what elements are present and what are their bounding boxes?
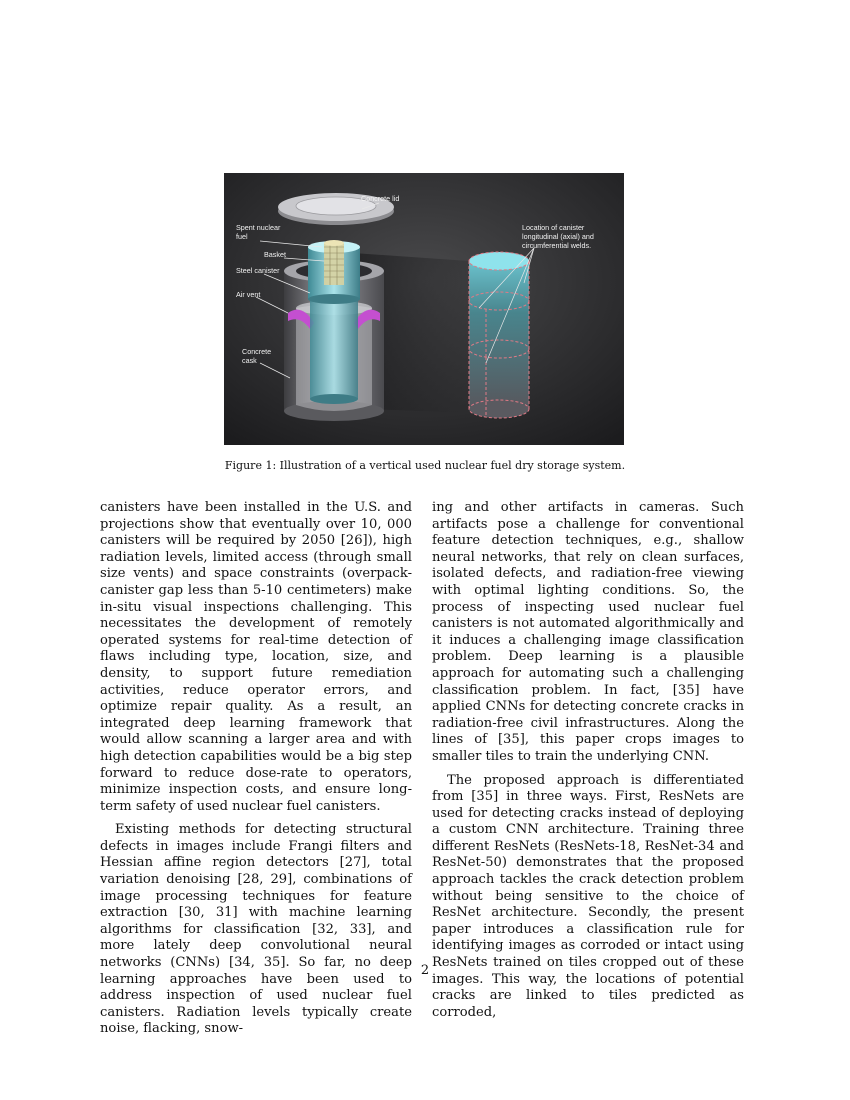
right-paragraph-2: The proposed approach is differentiated from [35] in three ways. First, ResNets are used for detecting cracks instead of deploying a custom CNN architecture. Training three different ResNets (ResNets-18, ResNet-34 and ResNet-50) demonstrates that the proposed approach tackles the crack detection problem without being sensitive to the choice of ResNet architecture. Secondly, the present paper introduces a classification rule for identifying images as corroded or intact using ResNets trained on tiles cropped out of these images. This way, the locations of potential cracks are linked to tiles predicted as corroded, bbox=[432, 772, 744, 1020]
fuel-basket bbox=[308, 240, 360, 304]
label-spent-fuel-line2: fuel bbox=[236, 232, 248, 241]
label-weld-location-line2: longitudinal (axial) and bbox=[522, 232, 594, 241]
enlarged-canister bbox=[469, 252, 529, 418]
label-spent-fuel-line1: Spent nuclear bbox=[236, 223, 281, 232]
label-steel-canister: Steel canister bbox=[236, 266, 280, 275]
page-number: 2 bbox=[420, 963, 430, 978]
label-concrete-cask-line2: cask bbox=[242, 356, 257, 365]
right-column bbox=[432, 500, 744, 1028]
label-basket: Basket bbox=[264, 250, 286, 259]
left-paragraph-2: Existing methods for detecting structural defects in images include Frangi filters and Hessian affine region detectors [27], total variation denoising [28, 29], combinations of image processing techniques for feature extraction [30, 31] with machine learning algorithms for classification [32, 33], and more lately deep convolutional neural networks (CNNs) [34, 35]. So far, no deep learning approaches have been used to address inspection of used nuclear fuel canisters. Radiation levels typically create noise, flacking, snow- bbox=[100, 822, 412, 1037]
dry-storage-diagram bbox=[224, 173, 624, 445]
label-weld-location-line1: Location of canister bbox=[522, 223, 585, 232]
right-paragraph-1: ing and other artifacts in cameras. Such artifacts pose a challenge for conventional feature detection techniques, e.g., shallow neural networks, that rely on clean surfaces, isolated defects, and radiation-free viewing with optimal lighting conditions. So, the process of inspecting used nuclear fuel canisters is not automated algorithmically and it induces a challenging image classification problem. Deep learning is a plausible approach for automating such a challenging classification problem. In fact, [35] have applied CNNs for detecting concrete cracks in radiation-free civil infrastructures. Along the lines of [35], this paper crops images to smaller tiles to train the underlying CNN. bbox=[432, 500, 744, 764]
label-air-vent: Air vent bbox=[236, 290, 261, 299]
figure-caption: Figure 1: Illustration of a vertical used nuclear fuel dry storage system. bbox=[224, 459, 626, 472]
label-concrete-lid: Concrete lid bbox=[361, 194, 400, 203]
label-concrete-cask-line1: Concrete bbox=[242, 347, 272, 356]
left-paragraph-1: canisters have been installed in the U.S. and projections show that eventually over 10, 000 canisters will be required by 2050 [26]), high radiation levels, limited access (through small size vents) and space constraints (overpack-canister gap less than 5-10 centimeters) make in-situ visual inspections challenging. This necessitates the development of remotely operated systems for real-time detection of flaws including type, location, size, and density, to support future remediation activities, reduce operator errors, and optimize repair quality. As a result, an integrated deep learning framework that would allow scanning a larger area and with high detection capabilities would be a big step forward to reduce dose-rate to operators, minimize inspection costs, and ensure long-term safety of used nuclear fuel canisters. bbox=[100, 500, 412, 814]
label-weld-location-line3: circumferential welds. bbox=[522, 241, 592, 250]
figure-1-illustration bbox=[224, 173, 624, 445]
